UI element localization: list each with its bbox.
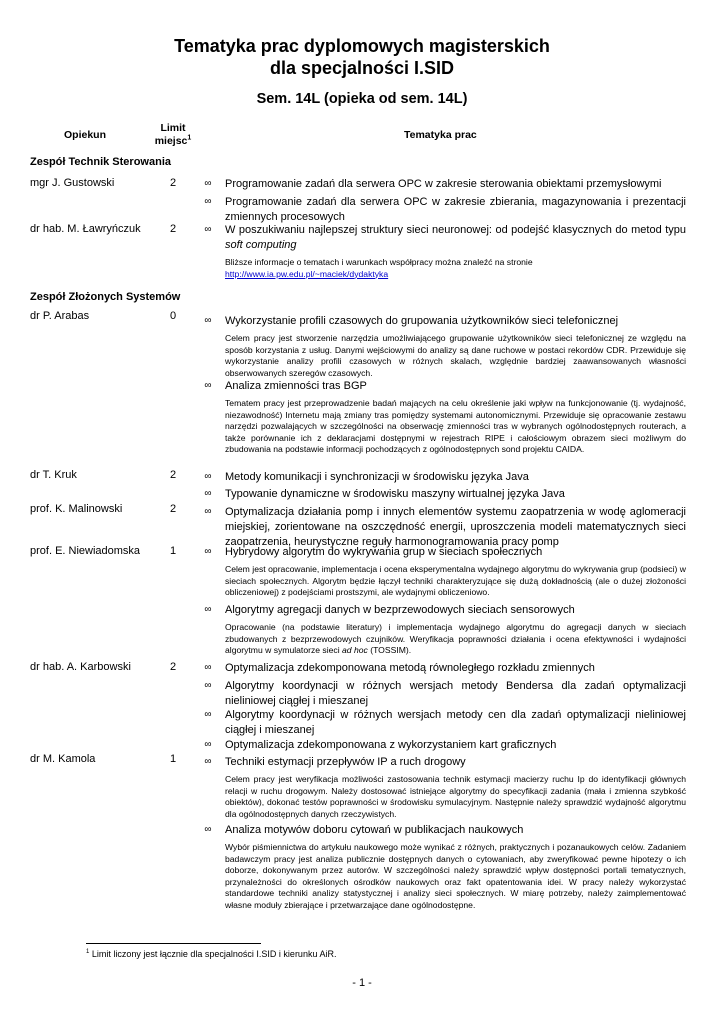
supervisor-limit: 0 [169, 310, 177, 322]
topic-title: Optymalizacja zdekomponowana metodą równoległego rozkładu zmiennych [225, 662, 595, 674]
topic-description: Celem pracy jest stworzenie narzędzia umożliwiającego grupowanie użytkowników sieci telefonicznej ze względu na sposób korzystania z usług. Danymi wejściowymi do analizy są dane ruchowe w postaci rekordów CDR. Przewiduje się wykorzystanie analizy profili czasowych w różnych skalach, względnie bardziej zaawansowanych własności obserwowanych szeregów czasowych. [225, 333, 686, 378]
topic-description: Tematem pracy jest przeprowadzenie badań mających na celu określenie jaki wpływ na funkcjonowanie (tj. wydajność, niezawodność) Internetu mają zmiany tras pomiędzy systemami autonomicznymi. Przewiduje się opracowanie zestawu narzędzi pozwalających w szczególności na obserwację zmienności tras w wybranych ogólnodostępnych routerach, a także porównanie ich z deklaracjami dostępnymi w rejestrach RIPE i całościowym obrazem sieci możliwym do zbudowania na podstawie informacji pochodzących z ogólnodostępnych sond projektu CAIDA. [225, 398, 686, 455]
supervisor-limit: 2 [169, 177, 177, 189]
infinity-bullet-icon: ∞ [204, 824, 212, 835]
topic-item [200, 314, 686, 379]
infinity-bullet-icon: ∞ [204, 224, 212, 235]
supervisor-name: mgr J. Gustowski [30, 177, 115, 189]
topic-title: Typowanie dynamiczne w środowisku maszyny wirtualnej języka Java [225, 488, 565, 500]
supervisor-name: dr P. Arabas [30, 310, 90, 322]
topic-item [200, 195, 686, 225]
supervisor-limit: 1 [169, 545, 177, 557]
infinity-bullet-icon: ∞ [204, 680, 212, 691]
topic-item [200, 823, 686, 912]
infinity-bullet-icon: ∞ [204, 662, 212, 673]
topic-item [200, 679, 686, 709]
topic-title-italic: soft computing [225, 239, 297, 251]
infinity-bullet-icon: ∞ [204, 178, 212, 189]
supervisor-limit: 2 [169, 223, 177, 235]
header-limit-line1: Limit [160, 122, 186, 134]
footnote-text: Limit liczony jest łącznie dla specjalności I.SID i kierunku AiR. [91, 949, 337, 959]
infinity-bullet-icon: ∞ [204, 506, 212, 517]
topic-item [200, 223, 686, 280]
topic-description: Wybór piśmiennictwa do artykułu naukowego może wynikać z różnych, praktycznych i pozanaukowych celów. Zadaniem badawczym pracy jest analiza publicznie dostępnych danych o cytowaniach, aby zweryfikować pewne hipotezy o ich doborze, dokonywanym przez autorów. W szczególności należy sprawdzić wpływ dostępności portali tematycznych, przynależności do określonych ośrodków naukowych oraz fakt opatentowania idei. W pracy należy wykorzystać standardowe techniki analizy statystycznej i analizy sieci społecznych. W miarę potrzeby, należy zaimplementować własne moduły zbierające i przetwarzające dane ogólnodostępne. [225, 842, 686, 910]
topic-title: Algorytmy koordynacji w różnych wersjach metody Bendersa dla zadań optymalizacji nieliniowej ciągłej i mieszanej [225, 680, 686, 707]
header-supervisor: Opiekun [64, 129, 107, 141]
supervisor-name: dr M. Kamola [30, 753, 96, 765]
topic-title [225, 223, 686, 253]
topic-description: Celem jest opracowanie, implementacja i ocena eksperymentalna wydajnego algorytmu do wykrywania grup (podsieci) w sieciach społecznych. Algorytm będzie łączył techniki charakteryzujące się dużą dokładnością (ale o dużej złożoności obliczeniowej) z podejściami prostszymi, ale wydajnymi obliczeniowo. [225, 564, 686, 598]
supervisor-name: prof. E. Niewiadomska [30, 545, 141, 557]
page-subtitle: Sem. 14L (opieka od sem. 14L) [256, 91, 468, 107]
group-title: Zespół Złożonych Systemów [30, 291, 181, 303]
topic-item [200, 738, 686, 753]
infinity-bullet-icon: ∞ [204, 756, 212, 767]
topic-item [200, 603, 686, 657]
topic-item [200, 379, 686, 456]
infinity-bullet-icon: ∞ [204, 196, 212, 207]
topic-title: Wykorzystanie profili czasowych do grupowania użytkowników sieci telefonicznej [225, 315, 619, 327]
topic-title: Analiza motywów doboru cytowań w publikacjach naukowych [225, 824, 524, 836]
footnote-divider [86, 943, 261, 944]
topic-item [200, 545, 686, 599]
header-topics: Tematyka prac [404, 129, 477, 141]
header-limit [150, 122, 196, 148]
page-title [0, 35, 724, 79]
footnote-marker: 1 [86, 949, 90, 955]
infinity-bullet-icon: ∞ [204, 315, 212, 326]
supervisor-name: dr hab. M. Ławryńczuk [30, 223, 141, 235]
topic-title: Hybrydowy algorytm do wykrywania grup w sieciach społecznych [225, 546, 543, 558]
topic-description [225, 622, 686, 657]
supervisor-name: dr T. Kruk [30, 469, 77, 481]
supervisor-limit: 2 [169, 503, 177, 515]
infinity-bullet-icon: ∞ [204, 604, 212, 615]
topic-title: Analiza zmienności tras BGP [225, 380, 367, 392]
infinity-bullet-icon: ∞ [204, 709, 212, 720]
topic-title: Programowanie zadań dla serwera OPC w zakresie zbierania, magazynowania i prezentacji zmiennych procesowych [225, 196, 686, 223]
infinity-bullet-icon: ∞ [204, 380, 212, 391]
topic-description-tail: (TOSSIM). [370, 645, 412, 656]
topic-title: Optymalizacja działania pomp i innych elementów systemu zaopatrzenia w wodę aglomeracji miejskiej, zorientowane na oszczędność energii, uproszczenia modeli matematycznych sieci zaopatrzenia, heurystyczne reguły harmonogramowania pracy pomp [225, 506, 686, 548]
topic-title: Algorytmy koordynacji w różnych wersjach metody cen dla zadań optymalizacji nieliniowej ciągłej i mieszanej [225, 709, 686, 736]
page-title-line1: Tematyka prac dyplomowych magisterskich [174, 36, 550, 56]
infinity-bullet-icon: ∞ [204, 546, 212, 557]
topic-description-italic: ad hoc [342, 645, 368, 656]
topic-description-text: Bliższe informacje o tematach i warunkach współpracy można znaleźć na stronie [225, 257, 533, 267]
header-limit-line2: miejsc [154, 135, 188, 147]
topic-description [225, 257, 686, 280]
page-title-line2: dla specjalności I.SID [269, 58, 455, 78]
topic-item [200, 708, 686, 738]
topic-title: Programowanie zadań dla serwera OPC w zakresie sterowania obiektami przemysłowymi [225, 178, 662, 190]
supervisor-limit: 1 [169, 753, 177, 765]
topic-title: Optymalizacja zdekomponowana z wykorzystaniem kart graficznych [225, 739, 557, 751]
page-number: - 1 - [352, 977, 372, 989]
topic-title-text: W poszukiwaniu najlepszej struktury sieci neuronowej: od podejść klasycznych do metod typu [225, 224, 686, 236]
infinity-bullet-icon: ∞ [204, 471, 212, 482]
supervisor-limit: 2 [169, 661, 177, 673]
footnote [86, 949, 336, 959]
topic-item [200, 755, 686, 820]
topic-item [200, 661, 686, 676]
header-limit-footnote-marker: 1 [187, 134, 192, 142]
topic-title: Techniki estymacji przepływów IP a ruch drogowy [225, 756, 466, 768]
dydaktyka-link[interactable]: http://www.ia.pw.edu.pl/~maciek/dydaktyka [225, 268, 389, 279]
topic-title: Algorytmy agregacji danych w bezprzewodowych sieciach sensorowych [225, 604, 575, 616]
supervisor-name: dr hab. A. Karbowski [30, 661, 131, 673]
supervisor-name: prof. K. Malinowski [30, 503, 123, 515]
topic-item [200, 505, 686, 550]
infinity-bullet-icon: ∞ [204, 739, 212, 750]
topic-description-text: Opracowanie (na podstawie literatury) i implementacja wydajnego algorytmu do agregacji danych w sieciach zbudowanych z bezprzewodowych czujników. Weryfikacja poprawności działania i ocena efektywności i wydajności algorytmu w symulatorze sieci [225, 622, 686, 656]
supervisor-limit: 2 [169, 469, 177, 481]
topic-item [200, 487, 686, 502]
infinity-bullet-icon: ∞ [204, 488, 212, 499]
topic-item [200, 177, 686, 192]
topic-title: Metody komunikacji i synchronizacji w środowisku języka Java [225, 471, 529, 483]
group-title: Zespół Technik Sterowania [30, 156, 171, 168]
topic-item [200, 470, 686, 485]
topic-description: Celem pracy jest weryfikacja możliwości zastosowania technik estymacji macierzy ruchu Ip do identyfikacji głównych relacji w ruchu drogowym. Należy dostosować istniejące algorytmy do specyfikacji zadania (mała i zmienna szybkość obiektów), dokonać testów poprawności w środowisku symulacyjnym. Następnie należy sprawdzić wydajność algorytmu dla ogólnodostępnych danych rzeczywistych. [225, 774, 686, 819]
